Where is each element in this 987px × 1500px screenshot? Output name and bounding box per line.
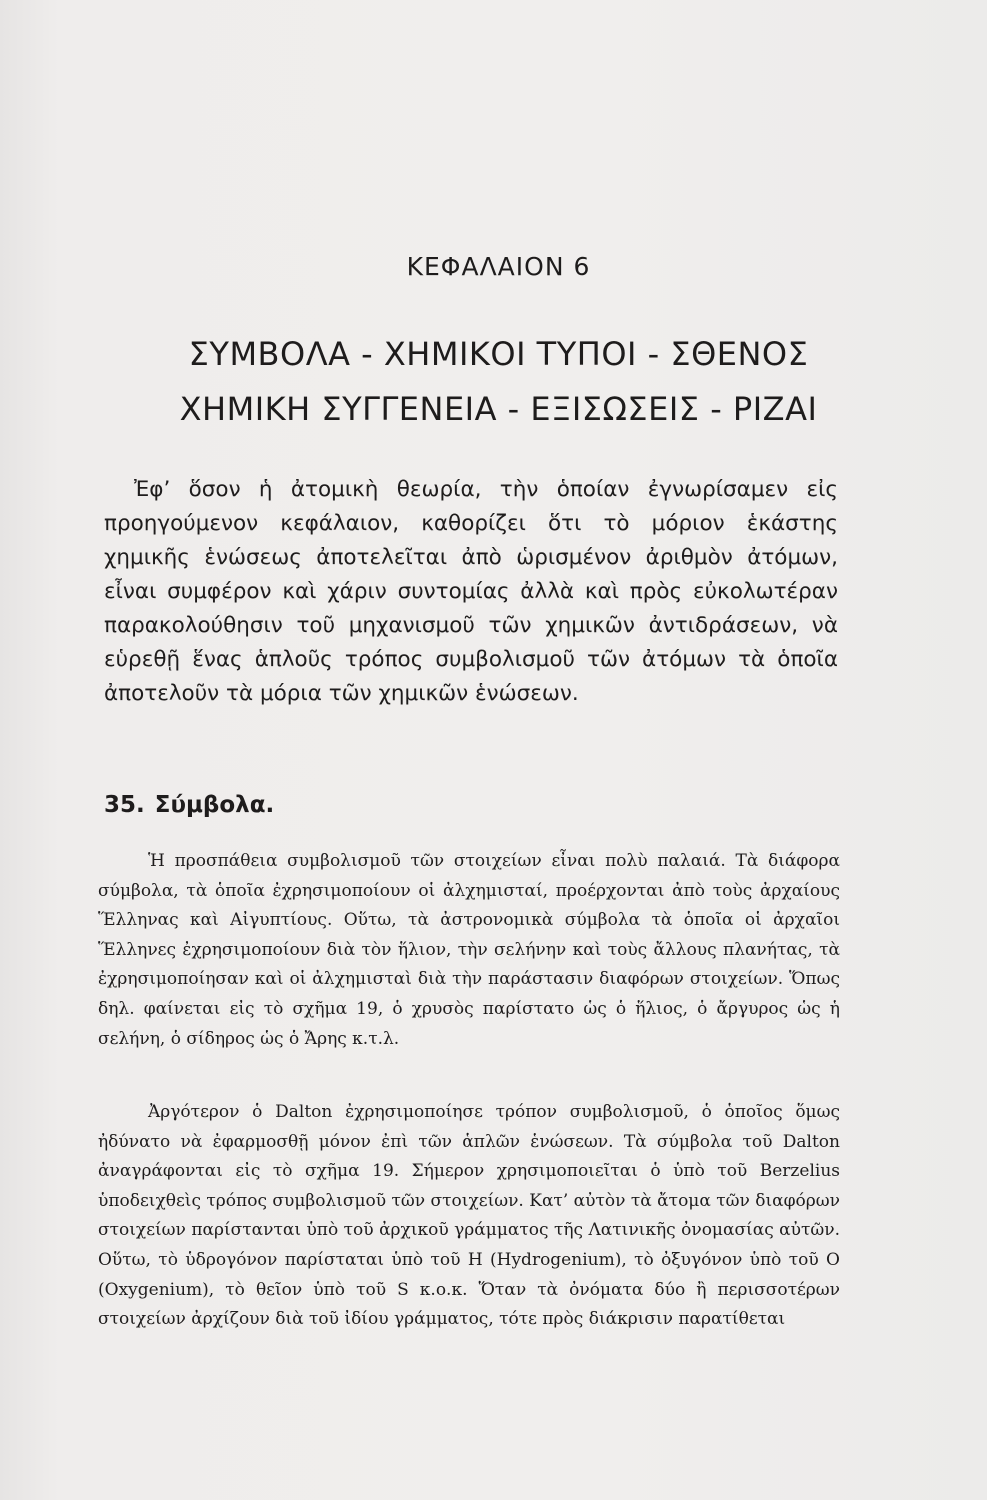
body-paragraph-1: Ἡ προσπάθεια συμβολισμοῦ τῶν στοιχείων εἶναι πολὺ παλαιά. Τὰ διάφορα σύμβολα, τὰ ὁποῖα ἐχρησιμοποίουν οἱ ἀλχημισταί, προέρχονται ἀπὸ τοὺς ἀρχαίους Ἕλληνας καὶ Αἰγυπτίους. Οὕτω, τὰ ἀστρονομικὰ σύμβολα τὰ ὁποῖα οἱ ἀρχαῖοι Ἕλληνες ἐχρησιμοποίουν διὰ τὸν ἥλιον, τὴν σελήνην καὶ τοὺς ἄλλους πλανήτας, τὰ ἐχρησιμοποίησαν καὶ οἱ ἀλχημισταὶ διὰ τὴν παράστασιν διαφόρων στοιχείων. Ὅπως δηλ. φαίνεται εἰς τὸ σχῆμα 19, ὁ χρυσὸς παρίστατο ὡς ὁ ἥλιος, ὁ ἄργυρος ὡς ἡ σελήνη, ὁ σίδηρος ὡς ὁ Ἄρης κ.τ.λ. xyxy=(98,851,840,1049)
chapter-title-line-2: ΧΗΜΙΚΗ ΣΥΓΓΕΝΕΙΑ - ΕΞΙΣΩΣΕΙΣ - ΡΙΖΑΙ xyxy=(179,390,818,428)
intro-paragraph: Ἐφ’ ὅσον ἡ ἀτομικὴ θεωρία, τὴν ὁποίαν ἐγνωρίσαμεν εἰς προηγούμενον κεφάλαιον, καθορίζει ὅτι τὸ μόριον ἑκάστης χημικῆς ἑνώσεως ἀποτελεῖται ἀπὸ ὡρισμένον ἀριθμὸν ἀτόμων, εἶναι συμφέρον καὶ χάριν συντομίας ἀλλὰ καὶ πρὸς εὐκολωτέραν παρακολούθησιν τοῦ μηχανισμοῦ τῶν χημικῶν ἀντιδράσεων, νὰ εὑρεθῇ ἕνας ἁπλοῦς τρόπος συμβολισμοῦ τῶν ἀτόμων τὰ ὁποῖα ἀποτελοῦν τὰ μόρια τῶν χημικῶν ἑνώσεων. xyxy=(104,477,838,706)
chapter-label: ΚΕΦΑΛΑΙΟΝ 6 xyxy=(406,252,591,281)
section-title: Σύμβολα. xyxy=(154,792,275,818)
body-paragraph-2: Ἀργότερον ὁ Dalton ἐχρησιμοποίησε τρόπον συμβολισμοῦ, ὁ ὁποῖος ὅμως ἠδύνατο νὰ ἐφαρμοσθῇ μόνον ἐπὶ τῶν ἁπλῶν ἑνώσεων. Τὰ σύμβολα τοῦ Dalton ἀναγράφονται εἰς τὸ σχῆμα 19. Σήμερον χρησιμοποιεῖται ὁ ὑπὸ τοῦ Berzelius ὑποδειχθεὶς τρόπος συμβολισμοῦ τῶν στοιχείων. Κατ’ αὐτὸν τὰ ἄτομα τῶν διαφόρων στοιχείων παρίστανται ὑπὸ τοῦ ἀρχικοῦ γράμματος τῆς Λατινικῆς ὀνομασίας αὐτῶν. Οὕτω, τὸ ὑδρογόνον παρίσταται ὑπὸ τοῦ H (Hydrogenium), τὸ ὀξυγόνον ὑπὸ τοῦ O (Oxygenium), τὸ θεῖον ὑπὸ τοῦ S κ.ο.κ. Ὅταν τὰ ὀνόματα δύο ἢ περισσοτέρων στοιχείων ἀρχίζουν διὰ τοῦ ἰδίου γράμματος, τότε πρὸς διάκρισιν παρατίθεται xyxy=(98,1102,840,1330)
chapter-title-line-1: ΣΥΜΒΟΛΑ - ΧΗΜΙΚΟΙ ΤΥΠΟΙ - ΣΘΕΝΟΣ xyxy=(188,335,809,373)
section-heading xyxy=(104,792,274,818)
section-number: 35. xyxy=(104,792,145,818)
